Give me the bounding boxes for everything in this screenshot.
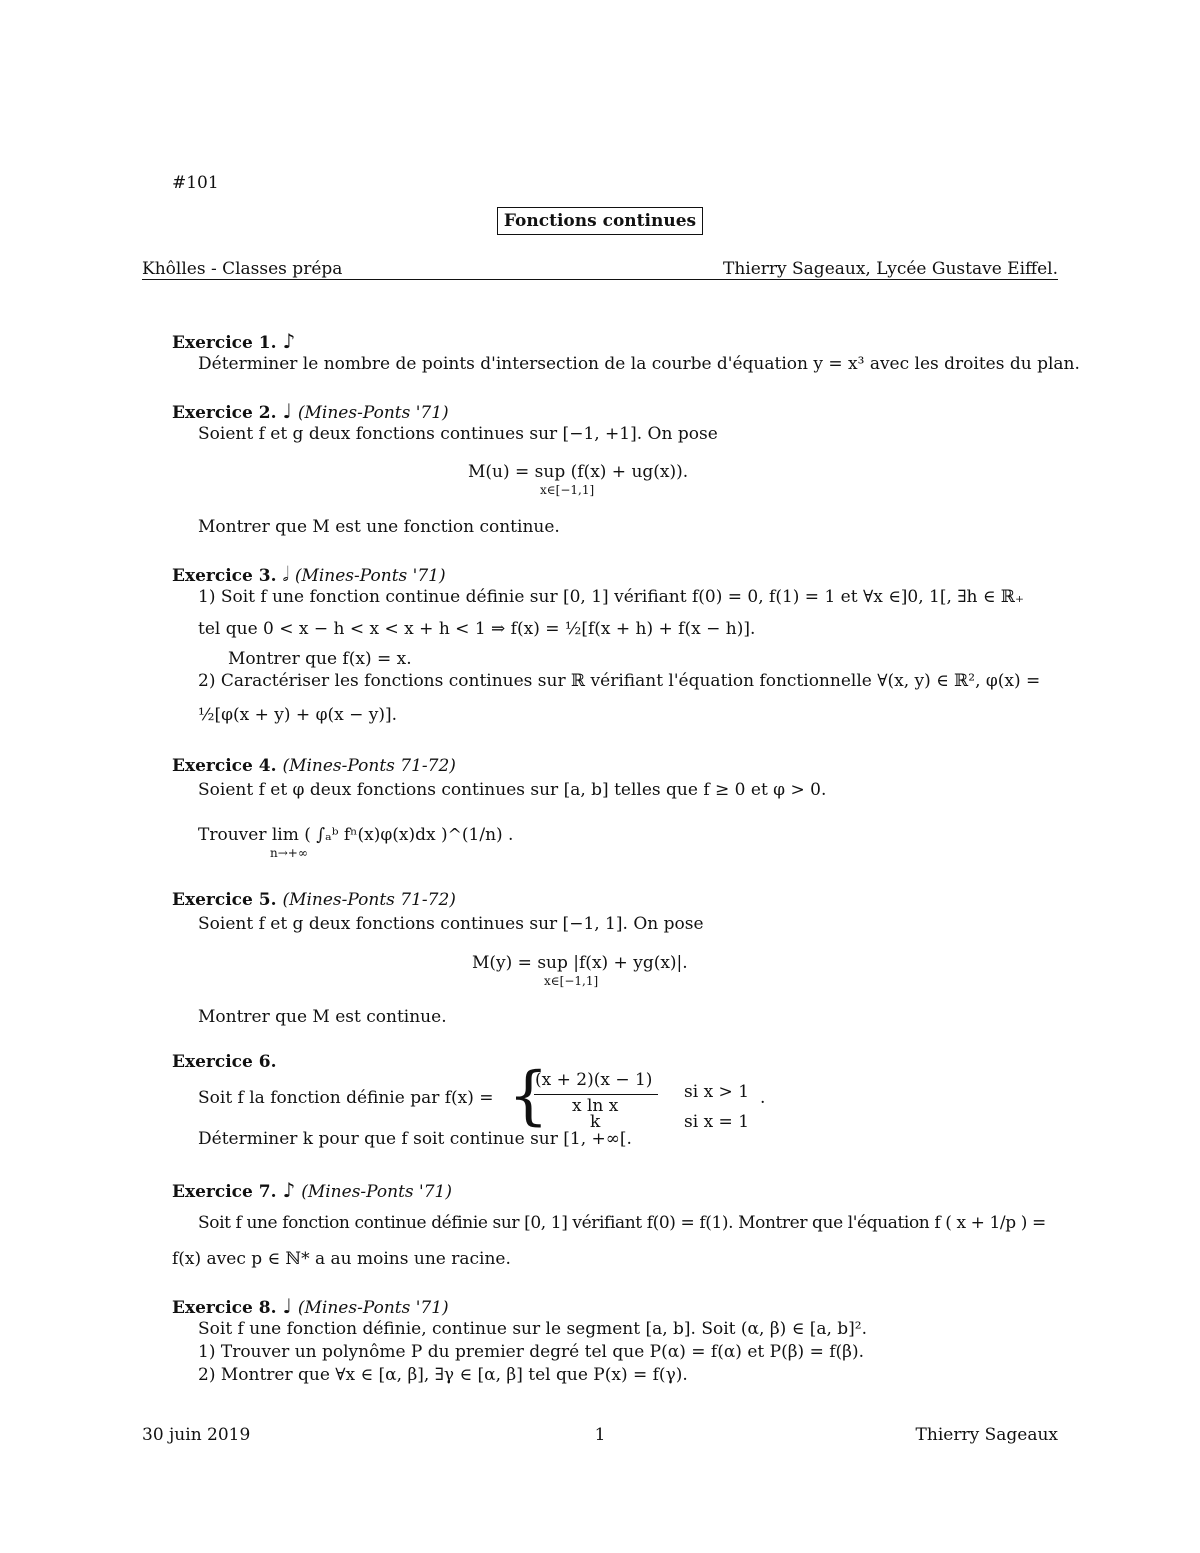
page-title: Fonctions continues [497, 207, 703, 235]
exercise-3-line: Montrer que f(x) = x. [228, 649, 412, 669]
note-icon: ♩ [282, 399, 292, 423]
exercise-2-subscript: x∈[−1,1] [540, 483, 595, 497]
exercise-2-line: Montrer que M est une fonction continue. [198, 517, 560, 537]
exercise-5-line: Montrer que M est continue. [198, 1007, 447, 1027]
header-left: Khôlles - Classes prépa [142, 259, 343, 279]
exercise-6-denominator: x ln x [572, 1096, 619, 1116]
exercise-8-line: 1) Trouver un polynôme P du premier degré tel que P(α) = f(α) et P(β) = f(β). [198, 1342, 865, 1362]
exercise-title-text: Exercice 1. [172, 333, 277, 353]
exercise-2-title [172, 400, 449, 424]
exercise-source: (Mines-Ponts '71) [297, 403, 449, 423]
exercise-6-cond2: si x = 1 [684, 1112, 750, 1132]
exercise-title-text: Exercice 7. [172, 1182, 277, 1202]
exercise-2-formula: M(u) = sup (f(x) + ug(x)). [468, 462, 689, 482]
exercise-1-line: Déterminer le nombre de points d'intersection de la courbe d'équation y = x³ avec les droites du plan. [198, 354, 1080, 374]
exercise-6-line: Soit f la fonction définie par f(x) = [198, 1088, 494, 1108]
note-icon: ♩ [282, 1294, 292, 1318]
exercise-2-line: Soient f et g deux fonctions continues sur [−1, +1]. On pose [198, 424, 718, 444]
exercise-5-line: Soient f et g deux fonctions continues sur [−1, 1]. On pose [198, 914, 704, 934]
note-icon: ♪ [282, 1178, 296, 1202]
exercise-4-formula: Trouver lim ( ∫ₐᵇ fⁿ(x)φ(x)dx )^(1/n) . [198, 825, 514, 845]
note-icon: ♪ [282, 329, 296, 353]
exercise-5-title [172, 891, 456, 911]
exercise-6-k: k [590, 1112, 601, 1132]
exercise-6-title [172, 1053, 277, 1073]
exercise-1-title [172, 330, 295, 354]
exercise-title-text: Exercice 3. [172, 566, 277, 586]
exercise-7-line: f(x) avec p ∈ ℕ* a au moins une racine. [172, 1249, 511, 1269]
exercise-3-line: 2) Caractériser les fonctions continues sur ℝ vérifiant l'équation fonctionnelle ∀(x, y) ∈ ℝ², φ(x) = [198, 671, 1041, 691]
exercise-title-text: Exercice 2. [172, 403, 277, 423]
exercise-title-text: Exercice 4. [172, 756, 277, 776]
exercise-title-text: Exercice 8. [172, 1298, 277, 1318]
exercise-4-line: Soient f et φ deux fonctions continues sur [a, b] telles que f ≥ 0 et φ > 0. [198, 780, 827, 800]
exercise-4-subscript: n→+∞ [270, 846, 308, 860]
exercise-source: (Mines-Ponts '71) [297, 1298, 449, 1318]
exercise-7-line: Soit f une fonction continue définie sur [0, 1] vérifiant f(0) = f(1). Montrer que l'équation f ( x + 1/p ) = [198, 1213, 1046, 1233]
exercise-source: (Mines-Ponts 71-72) [282, 756, 456, 776]
footer-author: Thierry Sageaux [915, 1425, 1058, 1445]
exercise-source: (Mines-Ponts 71-72) [282, 890, 456, 910]
exercise-3-line: ½[φ(x + y) + φ(x − y)]. [198, 705, 398, 725]
exercise-3-line: tel que 0 < x − h < x < x + h < 1 ⇒ f(x) = ½[f(x + h) + f(x − h)]. [198, 619, 756, 639]
document-number: #101 [172, 173, 219, 193]
exercise-3-line: 1) Soit f une fonction continue définie sur [0, 1] vérifiant f(0) = 0, f(1) = 1 et ∀x ∈]0, 1[, ∃h ∈ ℝ₊ [198, 587, 1024, 607]
footer-date: 30 juin 2019 [142, 1425, 251, 1445]
exercise-6-numerator: (x + 2)(x − 1) [535, 1070, 653, 1090]
exercise-5-formula: M(y) = sup |f(x) + yg(x)|. [472, 953, 688, 973]
note-icon: 𝅗𝅥 [282, 562, 289, 586]
exercise-8-line: 2) Montrer que ∀x ∈ [α, β], ∃γ ∈ [α, β] tel que P(x) = f(γ). [198, 1365, 688, 1385]
exercise-title-text: Exercice 6. [172, 1052, 277, 1072]
fraction-bar [534, 1094, 658, 1095]
exercise-6-cond1: si x > 1 [684, 1082, 750, 1102]
exercise-3-title [172, 563, 446, 587]
exercise-title-text: Exercice 5. [172, 890, 277, 910]
exercise-source: (Mines-Ponts '71) [294, 566, 446, 586]
exercise-6-line: Déterminer k pour que f soit continue sur [1, +∞[. [198, 1129, 632, 1149]
header-rule [142, 279, 1058, 280]
exercise-7-title [172, 1179, 452, 1203]
header-right: Thierry Sageaux, Lycée Gustave Eiffel. [722, 259, 1058, 279]
exercise-4-title [172, 757, 456, 777]
page-title-wrap [0, 212, 1200, 232]
exercise-5-subscript: x∈[−1,1] [544, 974, 599, 988]
exercise-8-line: Soit f une fonction définie, continue sur le segment [a, b]. Soit (α, β) ∈ [a, b]². [198, 1319, 868, 1339]
period-mark: . [760, 1088, 766, 1108]
brace-icon: { [508, 1059, 549, 1133]
exercise-8-title [172, 1295, 449, 1319]
page-number: 1 [594, 1425, 606, 1445]
exercise-source: (Mines-Ponts '71) [301, 1182, 452, 1202]
